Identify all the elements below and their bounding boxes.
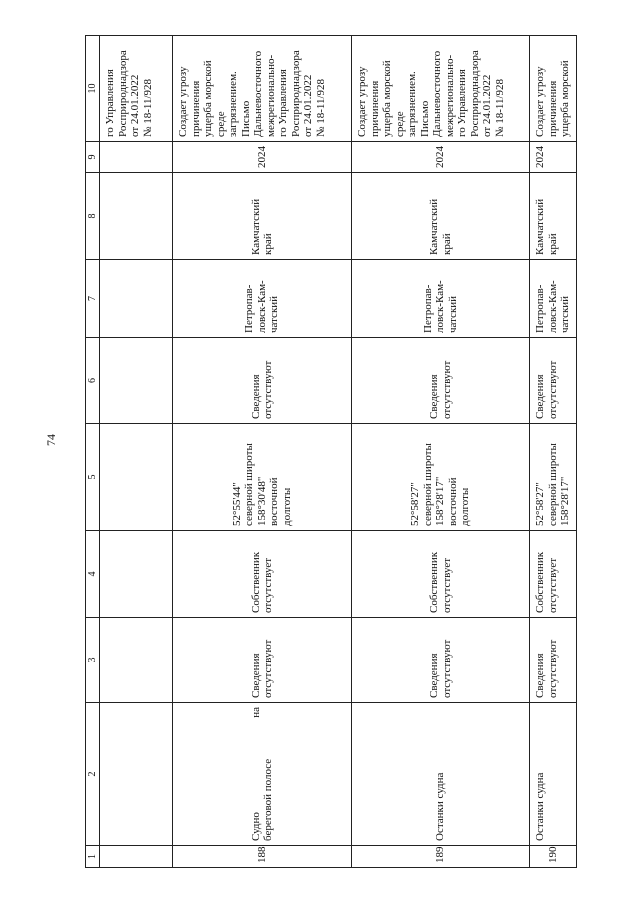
col-header-5: 5 bbox=[86, 424, 100, 531]
note-cell: Создает угрозу причинения ущерба морской bbox=[530, 36, 577, 142]
column-numbers-row bbox=[86, 36, 100, 868]
coordinates-cell: 52°55'44" северной широты 158°30'48" восточной долготы bbox=[173, 424, 352, 531]
col-header-9: 9 bbox=[86, 142, 100, 173]
table-row-continued bbox=[100, 36, 173, 868]
location-cell: Петропав- ловск-Кам- чатский bbox=[173, 260, 352, 338]
condition-cell: Сведения отсутствуют bbox=[352, 338, 530, 424]
object-name: Останки судна bbox=[352, 703, 530, 846]
col-header-7: 7 bbox=[86, 260, 100, 338]
col-header-10: 10 bbox=[86, 36, 100, 142]
page-number: 74 bbox=[44, 434, 58, 446]
object-name: Останки судна bbox=[530, 703, 577, 846]
prev-row-note: го Управления Росприроднадзора от 24.01.2022 № 18-11/928 bbox=[100, 36, 173, 142]
year-cell: 2024 bbox=[530, 142, 577, 173]
table-row bbox=[173, 36, 352, 868]
col-header-4: 4 bbox=[86, 531, 100, 618]
owner-cell: Собственник отсутствует bbox=[530, 531, 577, 618]
condition-cell: Сведения отсутствуют bbox=[530, 338, 577, 424]
owner-cell: Собственник отсутствует bbox=[352, 531, 530, 618]
year-cell: 2024 bbox=[352, 142, 530, 173]
row-number: 189 bbox=[352, 846, 530, 868]
col-header-6: 6 bbox=[86, 338, 100, 424]
condition-cell: Сведения отсутствуют bbox=[173, 338, 352, 424]
info-cell: Сведения отсутствуют bbox=[352, 618, 530, 703]
row-number: 188 bbox=[173, 846, 352, 868]
table-row bbox=[530, 36, 577, 868]
info-cell: Сведения отсутствуют bbox=[173, 618, 352, 703]
owner-cell: Собственник отсутствует bbox=[173, 531, 352, 618]
col-header-3: 3 bbox=[86, 618, 100, 703]
year-cell: 2024 bbox=[173, 142, 352, 173]
info-cell: Сведения отсутствуют bbox=[530, 618, 577, 703]
note-cell: Создает угрозу причинения ущерба морской среде загрязнением. Письмо Дальневосточного межрегионально- го Управления Росприроднадзора от 24.01.2022 № 18-11/928 bbox=[352, 36, 530, 142]
registry-table bbox=[85, 35, 577, 868]
rotated-table-container bbox=[85, 36, 571, 868]
coordinates-cell: 52°58'27" северной широты 158°28'17" bbox=[530, 424, 577, 531]
col-header-1: 1 bbox=[86, 846, 100, 868]
region-cell: Камчатский край bbox=[173, 173, 352, 260]
location-cell: Петропав- ловск-Кам- чатский bbox=[530, 260, 577, 338]
location-cell: Петропав- ловск-Кам- чатский bbox=[352, 260, 530, 338]
col-header-2: 2 bbox=[86, 703, 100, 846]
region-cell: Камчатский край bbox=[352, 173, 530, 260]
region-cell: Камчатский край bbox=[530, 173, 577, 260]
note-cell: Создает угрозу причинения ущерба морской среде загрязнением. Письмо Дальневосточного межрегионально- го Управления Росприроднадзора от 24.01.2022 № 18-11/928 bbox=[173, 36, 352, 142]
table-row bbox=[352, 36, 530, 868]
row-number: 190 bbox=[530, 846, 577, 868]
object-name: Судно на береговой полосе bbox=[173, 703, 352, 846]
coordinates-cell: 52°58'27" северной широты 158°28'17" восточной долготы bbox=[352, 424, 530, 531]
col-header-8: 8 bbox=[86, 173, 100, 260]
